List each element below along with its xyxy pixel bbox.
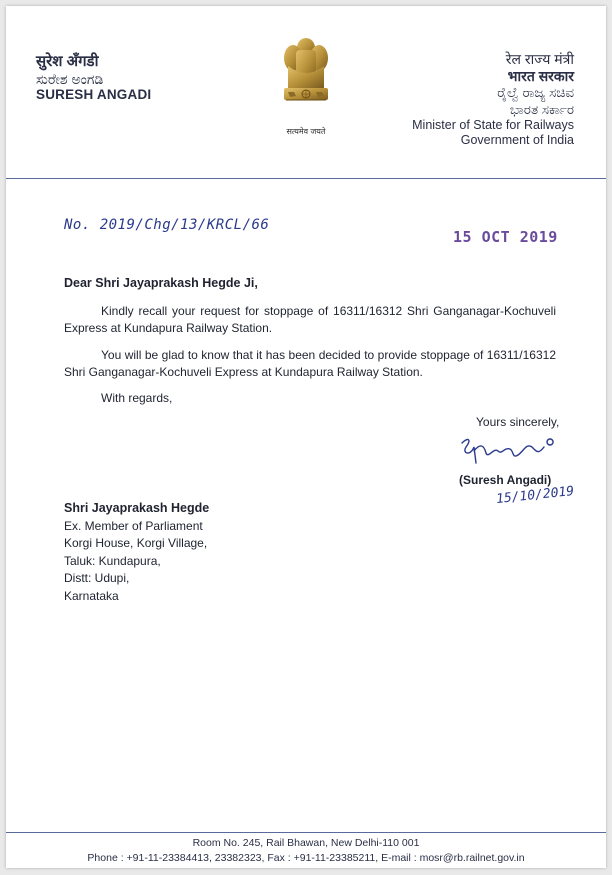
footer-address: Room No. 245, Rail Bhawan, New Delhi-110 001 [192, 837, 420, 849]
name-kannada: ಸುರೇಶ ಅಂಗಡಿ [36, 70, 104, 87]
footer-contact: Phone : +91-11-23384413, 23382323, Fax : +91-11-23385211, E-mail : mosr@rb.railnet.gov.in [87, 852, 525, 864]
letterhead-office-block [412, 51, 574, 149]
recipient-line: Karnataka [64, 588, 119, 603]
closing-line: Yours sincerely, [476, 415, 560, 429]
salutation: Dear Shri Jayaprakash Hegde Ji, [64, 276, 258, 290]
recipient-line: Ex. Member of Parliament [64, 518, 203, 533]
signature-icon [454, 433, 564, 473]
signer-name: (Suresh Angadi) [459, 473, 552, 487]
regards-line: With regards, [101, 391, 173, 405]
national-emblem [276, 36, 346, 136]
name-hindi: सुरेश अँगडी [36, 53, 99, 70]
recipient-address [64, 500, 209, 605]
paragraph-1-text: Kindly recall your request for stoppage of 16311/16312 Shri Ganganagar-Kochuveli Express at Kundapura Railway Station. [64, 304, 556, 335]
govt-hindi: भारत सरकार [507, 68, 574, 85]
recipient-line: Korgi House, Korgi Village, [64, 536, 208, 550]
body-paragraph-2 [64, 347, 556, 381]
post-kannada: ರೈಲ್ವೆ ರಾಜ್ಯ ಸಚಿವ [497, 85, 574, 101]
recipient-line: Taluk: Kundapura, [64, 553, 161, 568]
post-english: Minister of State for Railways [412, 118, 574, 133]
govt-english: Government of India [460, 133, 574, 148]
signature-date: 15/10/2019 [495, 483, 575, 508]
name-english: SURESH ANGADI [36, 87, 152, 103]
header-divider [6, 178, 606, 179]
govt-kannada: ಭಾರತ ಸರ್ಕಾರ [509, 101, 574, 117]
letter-page [6, 6, 606, 868]
post-hindi: रेल राज्य मंत्री [505, 51, 574, 67]
reference-number: No. 2019/Chg/13/KRCL/66 [64, 217, 270, 233]
emblem-motto: सत्यमेव जयते [286, 127, 326, 136]
recipient-name: Shri Jayaprakash Hegde [64, 501, 210, 515]
recipient-line: Distt: Udupi, [64, 571, 130, 585]
letterhead-name-block [36, 53, 151, 103]
date-stamp: 15 OCT 2019 [453, 228, 558, 246]
body-paragraph-1 [64, 303, 556, 337]
ashoka-emblem-icon [276, 36, 336, 126]
paragraph-2-text: You will be glad to know that it has been decided to provide stoppage of 16311/16312 Shri Ganganagar-Kochuveli Express at Kundapura Railway Station. [64, 348, 556, 379]
footer [6, 836, 606, 866]
footer-divider [6, 832, 606, 833]
